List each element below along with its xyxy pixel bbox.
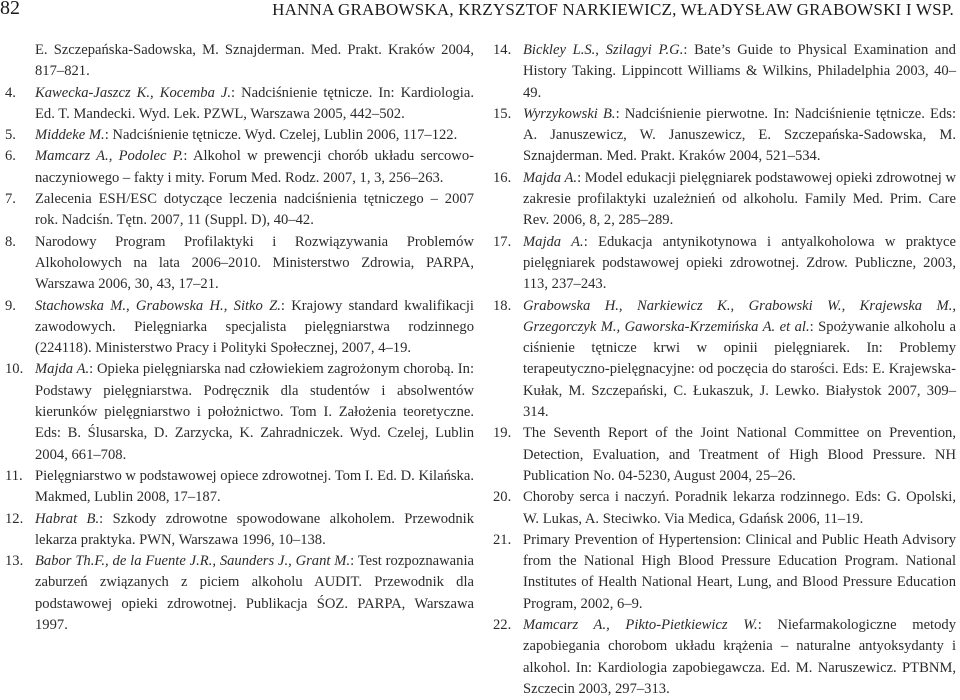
reference-number: 17. (493, 233, 512, 250)
reference-entry (493, 168, 956, 232)
reference-number: 11. (5, 467, 23, 484)
reference-entry (493, 296, 956, 424)
reference-entry (5, 40, 474, 83)
reference-text: : Bate’s Guide to Physical Examination and History Taking. Lippincott Williams & Wilkins, Philadelphia 2003, 40–49. (523, 42, 956, 101)
reference-authors: Kawecka-Jaszcz K., Kocemba J. (35, 84, 232, 101)
reference-text: : Model edukacji pielęgniarek podstawowej opieki zdrowotnej w zakresie profilaktyki uzależnień od alkoholu. Family Med. Prim. Care Rev. 2006, 8, 2, 285–289. (523, 169, 956, 229)
reference-authors: Majda A. (523, 169, 578, 186)
reference-text: : Niefarmakologiczne metody zapobiegania chorobom układu krążenia – naturalne antyoksydanty i alkohol. In: Kardiologia zapobiegawcza. Ed. M. Naruszewicz. PTBNM, Szczecin 2003, 297–313. (523, 617, 956, 697)
reference-entry (5, 551, 474, 636)
reference-number: 9. (5, 297, 16, 314)
reference-entry (5, 509, 474, 552)
reference-entry (5, 125, 474, 146)
reference-authors: Stachowska M., Grabowska H., Sitko Z. (35, 297, 281, 314)
reference-text: : Opieka pielęgniarska nad człowiekiem zagrożonym chorobą. In: Podstawy pielęgniarstwa. Podręcznik dla studentów i absolwentów kierunków pielęgniarstwo i położnictwo. Tom I. Założenia teoretyczne. Eds: B. Ślusarska, D. Zarzycka, K. Zahradniczek. Wyd. Czelej, Lublin 2004, 661–708. (35, 361, 474, 463)
references-left-column (5, 40, 474, 636)
reference-text: Narodowy Program Profilaktyki i Rozwiązywania Problemów Alkoholowych na lata 2006–2010. Ministerstwo Zdrowia, PARPA, Warszawa 2006, 30, 43, 17–21. (35, 233, 474, 293)
reference-entry (5, 146, 474, 189)
reference-authors: Mamcarz A., Podolec P. (35, 148, 184, 165)
reference-number: 6. (5, 148, 16, 165)
reference-text: Zalecenia ESH/ESC dotyczące leczenia nadciśnienia tętniczego – 2007 rok. Nadciśn. Tętn. 2007, 11 (Suppl. D), 40–42. (35, 191, 474, 229)
reference-number: 22. (493, 617, 512, 634)
reference-authors: Habrat B. (35, 510, 100, 527)
reference-entry (5, 189, 474, 232)
reference-text: Primary Prevention of Hypertension: Clinical and Public Heath Advisory from the National High Blood Pressure Education Program. National Institutes of Health National Heart, Lung, and Blood Pressure Education Program, 2002, 6–9. (523, 531, 956, 612)
reference-text: : Alkohol w prewencji chorób układu sercowo-naczyniowego – fakty i mity. Forum Med. Rodz. 2007, 1, 3, 256–263. (35, 148, 475, 186)
reference-text: : Spożywanie alkoholu a ciśnienie tętnicze krwi w opinii pielęgniarek. In: Problemy terapeutyczno-pielęgnacyjne: od poczęcia do starości. Eds: E. Krajewska-Kułak, M. Szczepański, C. Łukaszuk, J. Lewko. Białystok 2007, 309–314. (523, 318, 956, 421)
page-number: 82 (0, 0, 20, 19)
reference-entry (493, 40, 956, 104)
reference-authors: Wyrzykowski B. (523, 105, 616, 122)
reference-number: 4. (5, 84, 16, 101)
reference-authors: Babor Th.F., de la Fuente J.R., Saunders J., Grant M. (35, 553, 351, 570)
reference-number: 15. (493, 105, 512, 122)
reference-authors: Majda A. (35, 361, 90, 378)
reference-text: E. Szczepańska-Sadowska, M. Sznajderman. Med. Prakt. Kraków 2004, 817–821. (35, 42, 474, 80)
reference-entry (493, 530, 956, 615)
reference-text: : Test rozpoznawania zaburzeń związanych z piciem alkoholu AUDIT. Przewodnik dla podstawowej opieki zdrowotnej. Publikacja ŚOZ. PARPA, Warszawa 1997. (35, 553, 474, 634)
reference-entry (5, 296, 474, 360)
reference-text: Choroby serca i naczyń. Poradnik lekarza rodzinnego. Eds: G. Opolski, W. Lukas, A. Steciwko. Via Medica, Gdańsk 2006, 11–19. (523, 489, 956, 527)
reference-authors: Middeke M. (35, 127, 105, 144)
reference-entry (493, 232, 956, 296)
reference-entry (493, 487, 956, 530)
reference-number: 16. (493, 169, 512, 186)
reference-number: 19. (493, 425, 512, 442)
reference-entry (5, 232, 474, 296)
reference-text: : Edukacja antynikotynowa i antyalkoholowa w praktyce pielęgniarek podstawowej opieki zdrowotnej. Zdrow. Publiczne, 2003, 113, 237–243. (523, 233, 956, 293)
references-right-column (493, 40, 956, 700)
reference-entry (5, 359, 474, 465)
reference-authors: Grabowska H., Narkiewicz K., Grabowski W., Krajewska M., Grzegorczyk M., Gaworska-Krzemińska A. et al. (523, 297, 956, 335)
reference-entry (5, 83, 474, 126)
reference-entry (493, 104, 956, 168)
reference-text: : Nadciśnienie tętnicze. Wyd. Czelej, Lublin 2006, 117–122. (104, 127, 458, 144)
reference-authors: Majda A. (523, 233, 584, 250)
reference-number: 21. (493, 531, 512, 548)
reference-text: Pielęgniarstwo w podstawowej opiece zdrowotnej. Tom I. Ed. D. Kilańska. Makmed, Lublin 2008, 17–187. (35, 467, 474, 506)
reference-entry (5, 466, 474, 509)
reference-number: 5. (5, 127, 16, 144)
running-head: HANNA GRABOWSKA, KRZYSZTOF NARKIEWICZ, WŁADYSŁAW GRABOWSKI I WSP. (272, 0, 954, 19)
reference-authors: Bickley L.S., Szilagyi P.G. (523, 42, 684, 58)
reference-authors: Mamcarz A., Pikto-Pietkiewicz W. (523, 617, 758, 634)
reference-text: : Krajowy standard kwalifikacji zawodowych. Pielęgniarka specjalista pielęgniarstwa rodzinnego (224118). Ministerstwo Pracy i Polityki Społecznej, 2007, 4–19. (35, 297, 474, 357)
reference-text: : Szkody zdrowotne spowodowane alkoholem. Przewodnik lekarza praktyka. PWN, Warszawa 1996, 10–138. (35, 510, 474, 548)
page-header (0, 0, 960, 22)
reference-number: 10. (5, 361, 24, 378)
reference-number: 7. (5, 191, 16, 208)
reference-number: 8. (5, 233, 16, 250)
reference-entry (493, 423, 956, 487)
reference-text: : Nadciśnienie pierwotne. In: Nadciśnienie tętnicze. Eds: A. Januszewicz, W. Januszewicz, E. Szczepańska-Sadowska, M. Sznajderman. Med. Prakt. Kraków 2004, 521–534. (523, 105, 956, 165)
reference-number: 13. (5, 553, 24, 570)
reference-text: The Seventh Report of the Joint National Committee on Prevention, Detection, Evaluation, and Treatment of High Blood Pressure. NH Publication No. 04-5230, August 2004, 25–26. (523, 425, 956, 484)
reference-number: 14. (493, 42, 512, 58)
reference-entry (493, 615, 956, 700)
reference-number: 12. (5, 510, 24, 527)
reference-number: 20. (493, 489, 512, 506)
reference-number: 18. (493, 297, 512, 314)
reference-text: : Nadciśnienie tętnicze. In: Kardiologia. Ed. T. Mandecki. Wyd. Lek. PZWL, Warszawa 2005, 442–502. (35, 84, 474, 122)
